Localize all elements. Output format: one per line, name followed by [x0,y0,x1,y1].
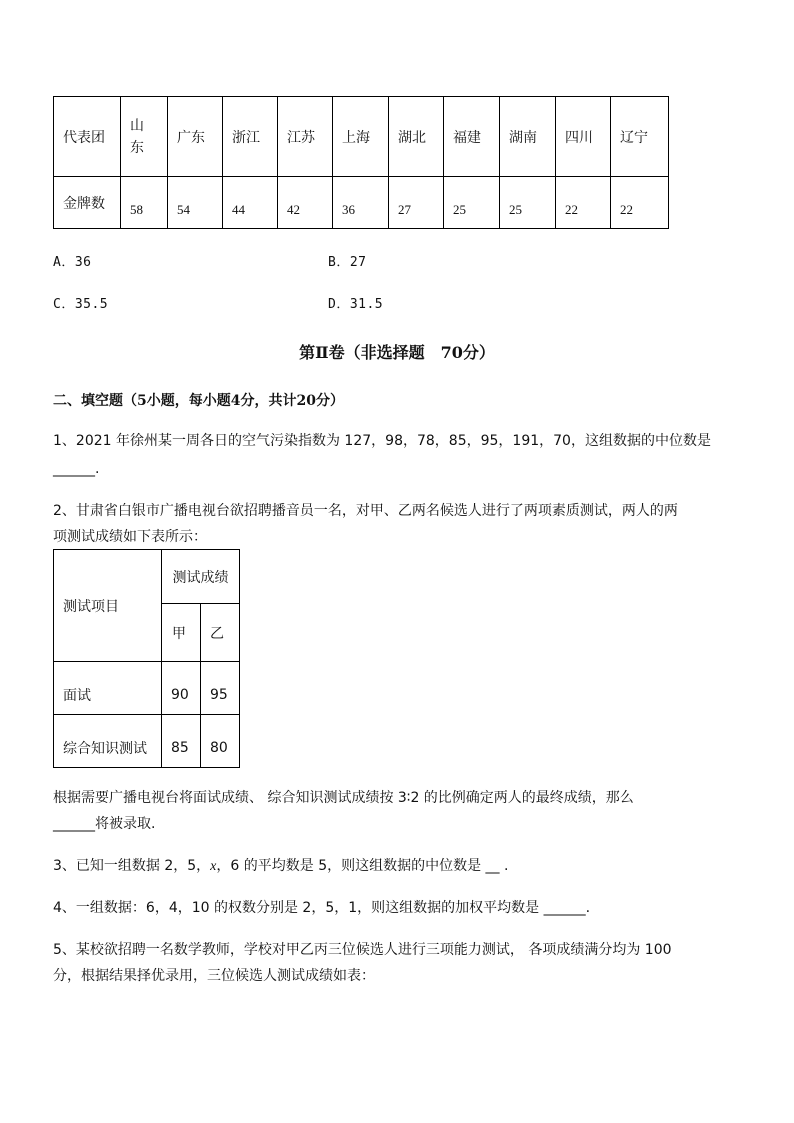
question-2-after-line-1: 根据需要广播电视台将面试成绩、 综合知识测试成绩按 3∶2 的比例确定两人的最终成绩，那么 [53,790,634,806]
score-table [53,549,240,768]
question-1-line-2: ______. [53,461,100,477]
item-header-cell: 测试项目 [54,550,162,662]
province-cell: 湖北 [389,97,444,177]
score-cell: 90 [162,662,201,715]
province-cell: 辽宁 [611,97,669,177]
medal-count-cell: 25 [444,177,500,229]
question-3-variable: x [210,859,217,874]
score-table-row [54,550,240,604]
province-cell: 四川 [556,97,611,177]
medal-count-cell: 36 [333,177,389,229]
row-header-delegation: 代表团 [54,97,121,177]
option-b: B．27 [328,255,367,270]
medal-count-cell: 27 [389,177,444,229]
section-heading: 二、填空题（5小题，每小题4分，共计20分） [53,393,344,409]
medal-count-cell: 44 [223,177,278,229]
question-3-post: ，6 的平均数是 5，则这组数据的中位数是 __ . [216,858,509,874]
province-cell: 广东 [168,97,223,177]
score-row-label: 面试 [54,662,162,715]
question-3-pre: 3、已知一组数据 2，5， [53,858,211,874]
medal-table-count-row [54,177,669,229]
province-cell [121,97,168,177]
medal-count-cell: 25 [500,177,556,229]
score-cell: 80 [201,715,240,768]
part-title: 第Ⅱ卷（非选择题 70分） [299,343,495,362]
score-table-row [54,662,240,715]
province-cell: 湖南 [500,97,556,177]
medal-count-cell: 58 [121,177,168,229]
question-5-line-2: 分，根据结果择优录用，三位候选人测试成绩如表： [53,968,375,984]
province-cell: 福建 [444,97,500,177]
province-cell: 江苏 [278,97,333,177]
score-cell: 85 [162,715,201,768]
question-2-line-1: 2、甘肃省白银市广播电视台欲招聘播音员一名，对甲、乙两名候选人进行了两项素质测试，两人的两 [53,503,678,519]
question-3 [53,857,508,876]
option-c: C．35.5 [53,297,109,312]
question-5-line-1: 5、某校欲招聘一名数学教师，学校对甲乙丙三位候选人进行三项能力测试， 各项成绩满分均为 100 [53,942,672,958]
row-header-gold-count: 金牌数 [54,177,121,229]
question-2-line-2: 项测试成绩如下表所示： [53,529,207,545]
score-table-row [54,715,240,768]
medal-count-cell: 22 [556,177,611,229]
question-1-line-1: 1、2021 年徐州某一周各日的空气污染指数为 127，98，78，85，95，191，70，这组数据的中位数是 [53,433,711,449]
question-4: 4、一组数据：6，4，10 的权数分别是 2，5，1，则这组数据的加权平均数是 ______. [53,900,591,916]
option-a: A．36 [53,255,92,270]
province-label: 山东 [130,117,144,156]
score-row-label: 综合知识测试 [54,715,162,768]
medal-count-cell: 42 [278,177,333,229]
candidate-a-header: 甲 [162,604,201,662]
score-cell: 95 [201,662,240,715]
province-cell: 浙江 [223,97,278,177]
score-header-cell: 测试成绩 [162,550,240,604]
medal-count-cell: 54 [168,177,223,229]
option-d: D．31.5 [328,297,384,312]
question-2-after-line-2: ______将被录取. [53,816,156,832]
medal-count-cell: 22 [611,177,669,229]
province-cell: 上海 [333,97,389,177]
candidate-b-header: 乙 [201,604,240,662]
medal-table [53,96,669,229]
medal-table-header-row [54,97,669,177]
